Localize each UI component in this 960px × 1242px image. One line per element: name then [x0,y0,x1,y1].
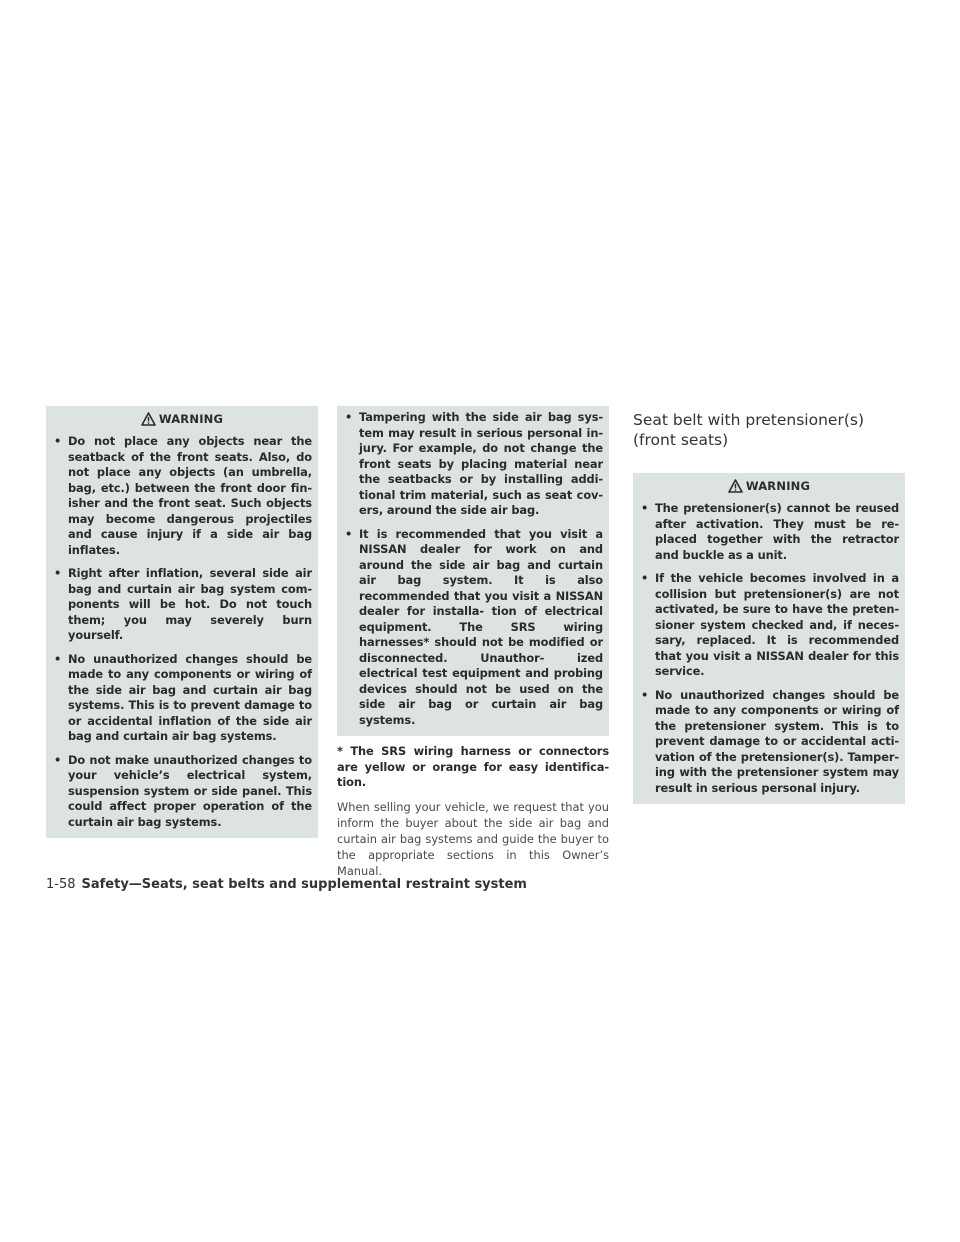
list-item: • The pretensioner(s) cannot be reused after activation. They must be re- placed together with the retractor and buckle as a unit. [641,501,899,562]
bullet-icon: • [641,501,649,515]
warning-box-airbag [46,406,318,838]
selling-vehicle-paragraph: When selling your vehicle, we request that you inform the buyer about the side air bag and curtain air bag systems and guide the buyer to the appropriate sections in this Owner’s Manual. [337,799,609,878]
section-title: Seat belt with pretensioner(s) (front seats) [633,411,864,449]
page-footer [46,877,527,892]
warning-list [633,497,905,796]
srs-harness-note: * The SRS wiring harness or connectors are yellow or orange for easy identifica- tion. [337,744,609,789]
list-item: • Right after inflation, several side air bag and curtain air bag system com- ponents will be hot. Do not touch them; you may severely burn yourself. [54,566,312,642]
list-item: • No unauthorized changes should be made to any components or wiring of the side air bag and curtain air bag systems. This is to prevent damage to or accidental inflation of the side air bag and curtain air bag systems. [54,651,312,743]
column-middle [337,406,609,879]
warning-box-continued [337,406,609,736]
warning-label: WARNING [745,479,811,493]
page-number: 1-58 [46,877,76,892]
column-right [633,406,905,804]
warning-list [46,430,318,830]
warning-label: WARNING [158,412,224,426]
chapter-title: Safety—Seats, seat belts and supplemental restraint system [81,877,527,892]
bullet-icon: • [345,526,353,541]
bullet-icon: • [641,687,649,702]
column-left [46,406,318,838]
bullet-icon: • [345,410,353,424]
list-item: • If the vehicle becomes involved in a collision but pretensioner(s) are not activated, be sure to have the preten- sioner system checked and, if neces- sary, replaced. It is recommended that you visit a NISSAN dealer for this service. [641,571,899,678]
list-item: • Do not place any objects near the seatback of the front seats. Also, do not place any objects (an umbrella, bag, etc.) between the front door fin- isher and the front seat. Such objects may become dangerous projectiles and cause injury if a side air bag inflates. [54,434,312,557]
warning-header [633,473,905,497]
warning-triangle-icon [141,412,156,426]
list-item: • It is recommended that you visit a NISSAN dealer for work on and around the side air bag and curtain air bag system. It is also recommended that you visit a NISSAN dealer for installa- tion of electrical equipment. The SRS wiring harnesses* should not be modified or disconnected. Unauthor- ized electrical test equipment and probing devices should not be used on the side air bag or curtain air bag systems. [345,526,603,727]
bullet-icon: • [54,752,62,767]
list-item: • No unauthorized changes should be made to any components or wiring of the pretensioner system. This is to prevent damage to or accidental acti- vation of the pretensioner(s). Tamper- ing with the pretensioner system may result in serious personal injury. [641,687,899,795]
warning-list [337,406,609,728]
bullet-icon: • [54,651,62,666]
warning-triangle-icon [728,479,743,493]
bullet-icon: • [54,434,62,448]
list-item: • Tampering with the side air bag sys- tem may result in serious personal in- jury. For example, do not change the front seats by placing material near the seatbacks or by installing addi- tional trim material, such as seat cov- ers, around the side air bag. [345,410,603,517]
list-item: • Do not make unauthorized changes to your vehicle’s electrical system, suspension system or side panel. This could affect proper operation of the curtain air bag systems. [54,752,312,829]
bullet-icon: • [641,571,649,585]
bullet-icon: • [54,566,62,580]
warning-box-pretensioner [633,473,905,804]
warning-header [46,406,318,430]
